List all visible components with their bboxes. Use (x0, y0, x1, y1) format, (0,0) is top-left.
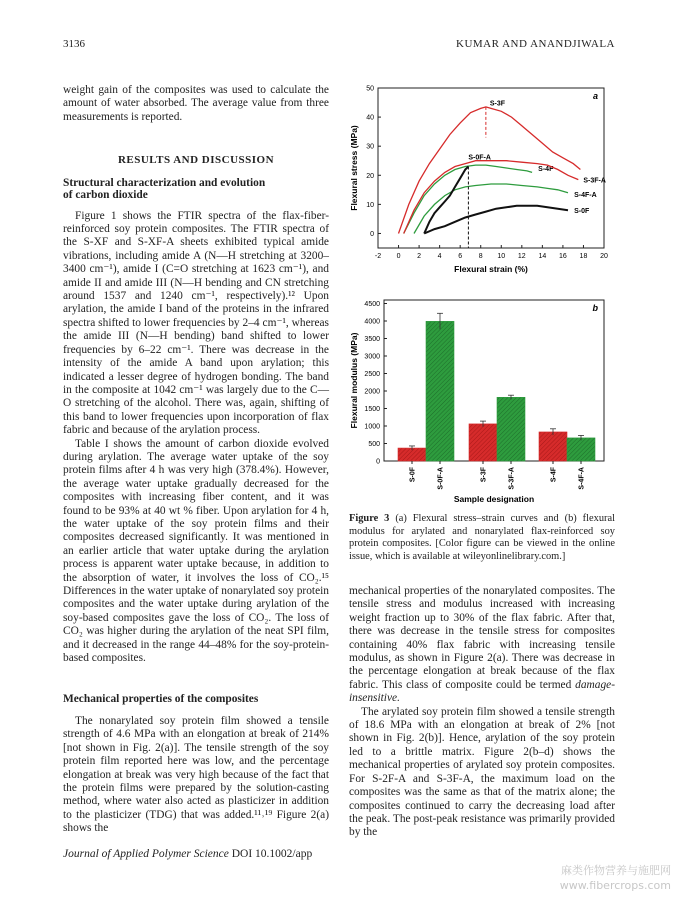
y-axis-label: Flexural modulus (MPa) (349, 332, 359, 429)
y-tick-label: 10 (366, 201, 374, 209)
journal-footer (63, 848, 312, 860)
panel-label: a (592, 91, 598, 101)
x-tick-label: 16 (559, 253, 567, 260)
paragraph: The nonarylated soy protein film showed a tensile strength of 4.6 MPa with an elongation at break of 214% [not shown in Fig. 2(a)]. The tensile strength of the soy protein film reported here was low, and the percentage elongation at break was very high because of the fact that the protein films were prepared by the solution-casting method, where water also acted as plasticizer in addition to the plasticizer (TDG) that was added.¹¹˒¹⁹ Figure 2(a) shows the (63, 714, 329, 835)
running-title: KUMAR AND ANANDJIWALA (456, 38, 615, 50)
x-tick-label: S-3F (480, 467, 488, 483)
y-tick-label: 20 (366, 172, 374, 180)
paragraph: Table I shows the amount of carbon dioxide evolved during arylation. The average water uptake of the soy protein films after 4 h was very high (378.4%). However, the average water uptake gradually decreased for the composites with increasing fiber content, and it was found to be 93% at 40 wt % fiber. Upon arylation for 4 h, the water uptake of the soy protein films and their composites decreased significantly. It was mentioned in an earlier article that water uptake during the arylation process is apparent water uptake because, in addition to the absorption of water, it involves the loss of CO₂.¹⁵ Differences in the water uptake of nonarylated soy protein composites and the water uptake during arylation of the soy-based composites gave the loss of CO₂. The loss of CO₂ was higher during the arylation of the neat SPI film, and it decreased in the range 44–48% for the soy-protein-based composites. (63, 437, 329, 665)
y-tick-label: 50 (366, 85, 374, 93)
x-tick-label: S-0F (409, 467, 417, 483)
series-label: S-3F-A (583, 177, 606, 185)
y-tick-label: 30 (366, 143, 374, 151)
watermark (560, 863, 671, 893)
left-column (63, 84, 329, 836)
stress-strain-chart (346, 82, 618, 287)
y-axis-label: Flexural stress (MPa) (349, 125, 359, 211)
y-tick-label: 0 (376, 458, 380, 466)
figure-panel-b (346, 296, 618, 506)
x-tick-label: 18 (579, 253, 588, 260)
series-line (424, 167, 468, 234)
x-axis-label: Sample designation (453, 494, 535, 504)
x-tick-label: 2 (417, 253, 422, 260)
series-label: S-0F-A (468, 154, 491, 162)
section-title: RESULTS AND DISCUSSION (117, 154, 275, 167)
series-line (424, 206, 568, 234)
bar (497, 397, 525, 461)
subsection-title-line: Structural characterization and evolution (63, 176, 266, 189)
paragraph (349, 585, 615, 706)
figure-panel-a (346, 82, 618, 287)
x-tick-label: S-4F-A (578, 467, 586, 490)
right-column (349, 585, 615, 840)
plot-frame (378, 88, 604, 248)
y-tick-label: 4000 (364, 318, 380, 326)
x-tick-label: 4 (437, 253, 442, 260)
x-tick-label: S-3F-A (508, 467, 516, 490)
y-tick-label: 1000 (364, 423, 380, 431)
x-tick-label: 14 (538, 253, 547, 260)
x-tick-label: -2 (374, 253, 382, 260)
y-tick-label: 40 (366, 114, 374, 122)
journal-name: Journal of Applied Polymer Science (63, 848, 229, 860)
paragraph: The arylated soy protein film showed a tensile strength of 18.6 MPa with an elongation at break of 2% [not shown in Fig. 2(b)]. Hence, arylation of the soy protein led to a brittle matrix. Figure 2(b–d) shows the mechanical properties of arylated soy protein composites. For S-2F-A and S-3F-A, the maximum load on the composites was the same as that of the matrix alone; the composites continued to carry the decreasing load after the peak. The post-peak resistance was primarily provided by the (349, 705, 615, 839)
x-tick-label: 20 (600, 253, 608, 260)
bar (426, 321, 454, 461)
y-tick-label: 4500 (364, 301, 380, 308)
series-label: S-0F (574, 208, 590, 216)
page-number: 3136 (63, 38, 85, 50)
caption-text: (a) Flexural stress–strain curves and (b) flexural modulus for arylated and nonarylated flax-reinforced soy protein composites. [Color figure can be viewed in the online issue, which is available at wileyonlinelibrary.com.] (349, 513, 615, 562)
y-tick-label: 3500 (364, 336, 380, 343)
series-label: S-4F (538, 165, 554, 173)
series-label: S-3F (489, 100, 506, 108)
x-tick-label: S-0F-A (437, 467, 445, 490)
bar (539, 432, 567, 461)
bar (469, 424, 497, 461)
x-tick-label: 10 (497, 253, 506, 260)
figure-label: Figure 3 (349, 513, 390, 524)
y-tick-label: 500 (368, 441, 380, 448)
x-tick-label: 0 (396, 253, 401, 260)
paragraph: weight gain of the composites was used to calculate the amount of water absorbed. The average value from three measurements is reported. (63, 84, 329, 123)
subsection-title (63, 177, 329, 202)
x-tick-label: 8 (478, 253, 483, 260)
italic-term: damage-insensitive. (349, 678, 615, 705)
paragraph: Figure 1 shows the FTIR spectra of the flax-fiber-reinforced soy protein composites. The FTIR spectra of the S-XF and S-XF-A sheets exhibited typical amide vibrations, including amide A (N—H stretching at 3200–3400 cm⁻¹), amide I (C=O stretching at 1623 cm⁻¹), and amide II and amide III (N—H bending and CN stretching around 1537 and 1240 cm⁻¹, respectively).¹² Upon arylation, the amide I band of the proteins in the infrared spectra shifted to lower frequencies by 2–4 cm⁻¹, whereas the amide III (N—H bending) band shifted to lower frequencies by 6–22 cm⁻¹. There was decrease in the intensity of the amide A band upon arylation; this indicated a lesser degree of hydrogen bonding. The band in the composite at 1042 cm⁻¹ was largely due to the C—O stretching of the alcohol. There was, again, shifting of this band to lower frequencies upon incorporation of flax fabric and because of the arylation process. (63, 209, 329, 437)
x-axis-label: Flexural strain (%) (454, 264, 528, 274)
subsection-title: Mechanical properties of the composites (63, 693, 259, 706)
panel-label: b (592, 303, 598, 313)
x-tick-label: 12 (517, 253, 526, 260)
y-tick-label: 2500 (364, 371, 380, 378)
y-tick-label: 3000 (364, 353, 380, 361)
watermark-url: www.fibercrops.com (559, 879, 671, 892)
y-tick-label: 1500 (364, 406, 380, 413)
y-tick-label: 2000 (364, 388, 380, 396)
subsection-title-line: of carbon dioxide (63, 189, 148, 202)
doi: DOI 10.1002/app (231, 848, 313, 860)
bar (567, 438, 595, 461)
series-label: S-4F-A (574, 192, 597, 200)
x-tick-label: 6 (458, 253, 463, 260)
x-tick-label: S-4F (550, 467, 558, 483)
paragraph-text: mechanical properties of the nonarylated composites. The tensile stress and modulus increased with increasing weight fraction up to 30% of the flax fabric. After that, there was decrease in the tensile stress for composites containing 40% flax fabric with increasing tensile modulus, as shown in Figure 2(a). There was decrease in the percentage elongation at break because of the flax fabric. This class of composite could be termed (349, 585, 615, 691)
watermark-line: 麻类作物营养与施肥网 (561, 864, 671, 877)
modulus-bar-chart (346, 296, 618, 506)
y-tick-label: 0 (370, 230, 374, 238)
figure-caption (349, 513, 615, 563)
